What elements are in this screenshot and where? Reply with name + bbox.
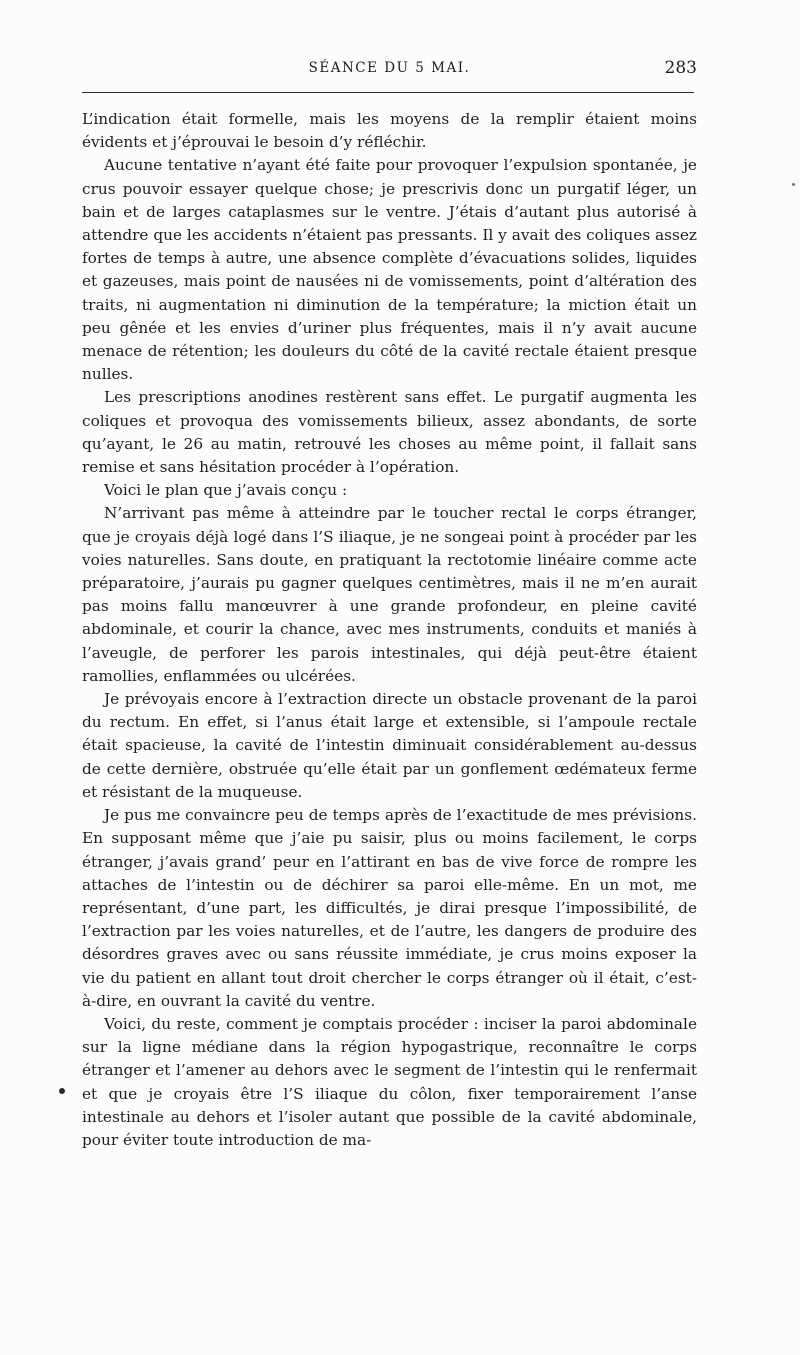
paragraph: N’arrivant pas même à atteindre par le toucher rectal le corps étranger, que je croyais déjà logé dans l’S iliaque, je ne songeai point à procéder par les voies naturelles. Sans doute, en pratiquant la rectotomie linéaire comme acte préparatoire, j’aurais pu gagner quelques centimètres, mais il ne m’en aurait pas moins fallu manœuvrer à une grande profondeur, en pleine cavité abdominale, et courir la chance, avec mes instruments, conduits et maniés à l’aveugle, de perforer les parois intestinales, qui déjà peut-être étaient ramollies, enflammées ou ulcérées. [82, 504, 697, 685]
paragraph: Aucune tentative n’ayant été faite pour provoquer l’expulsion spontanée, je crus pouvoir essayer quelque chose; je prescrivis donc un purgatif léger, un bain et de larges cataplasmes sur le ventre. J’étais d’autant plus autorisé à attendre que les accidents n’étaient pas pressants. Il y avait des coliques assez fortes de temps à autre, une absence complète d’évacuations solides, liquides et gazeuses, mais point de nausées ni de vomissements, point d’altération des traits, ni augmentation ni diminution de la température; la miction était un peu gênée et les envies d’uriner plus fréquentes, mais il n’y avait aucune menace de rétention; les douleurs du côté de la cavité rectale étaient presque nulles. [82, 156, 697, 384]
header-rule [82, 92, 694, 93]
margin-speck [792, 183, 795, 186]
page-number: 283 [664, 58, 697, 78]
body-text [82, 108, 697, 1152]
paragraph: Voici le plan que j’avais conçu : [104, 481, 348, 500]
running-title: SÉANCE DU 5 MAI. [308, 60, 471, 76]
page-header [82, 58, 697, 88]
paragraph: Les prescriptions anodines restèrent sans effet. Le purgatif augmenta les coliques et provoqua des vomissements bilieux, assez abondants, de sorte qu’ayant, le 26 au matin, retrouvé les choses au même point, il fallait sans remise et sans hésitation procéder à l’opération. [82, 388, 697, 477]
paragraph: L’indication était formelle, mais les moyens de la remplir étaient moins évidents et j’éprouvai le besoin d’y réfléchir. [82, 110, 697, 152]
paragraph: Voici, du reste, comment je comptais procéder : inciser la paroi abdominale sur la ligne médiane dans la région hypogastrique, reconnaître le corps étranger et l’amener au dehors avec le segment de l’intestin qui le renfermait et que je croyais être l’S iliaque du côlon, fixer temporairement l’anse intestinale au dehors et l’isoler autant que possible de la cavité abdominale, pour éviter toute introduction de ma- [82, 1014, 697, 1149]
paragraph: Je pus me convaincre peu de temps après de l’exactitude de mes prévisions. En supposant même que j’aie pu saisir, plus ou moins facilement, le corps étranger, j’avais grand’ peur en l’attirant en bas de vive force de rompre les attaches de l’intestin ou de déchirer sa paroi elle-même. En un mot, me représentant, d’une part, les difficultés, je dirai presque l’impossibilité, de l’extraction par les voies naturelles, et de l’autre, les dangers de produire des désordres graves avec ou sans réussite immédiate, je crus moins exposer la vie du patient en allant tout droit chercher le corps étranger où il était, c’est-à-dire, en ouvrant la cavité du ventre. [82, 806, 697, 1010]
margin-ink-dot [59, 1088, 65, 1094]
paragraph: Je prévoyais encore à l’extraction directe un obstacle provenant de la paroi du rectum. En effet, si l’anus était large et extensible, si l’ampoule rectale était spacieuse, la cavité de l’intestin diminuait considérablement au-dessus de cette dernière, obstruée qu’elle était par un gonflement œdémateux ferme et résistant de la muqueuse. [82, 690, 697, 801]
